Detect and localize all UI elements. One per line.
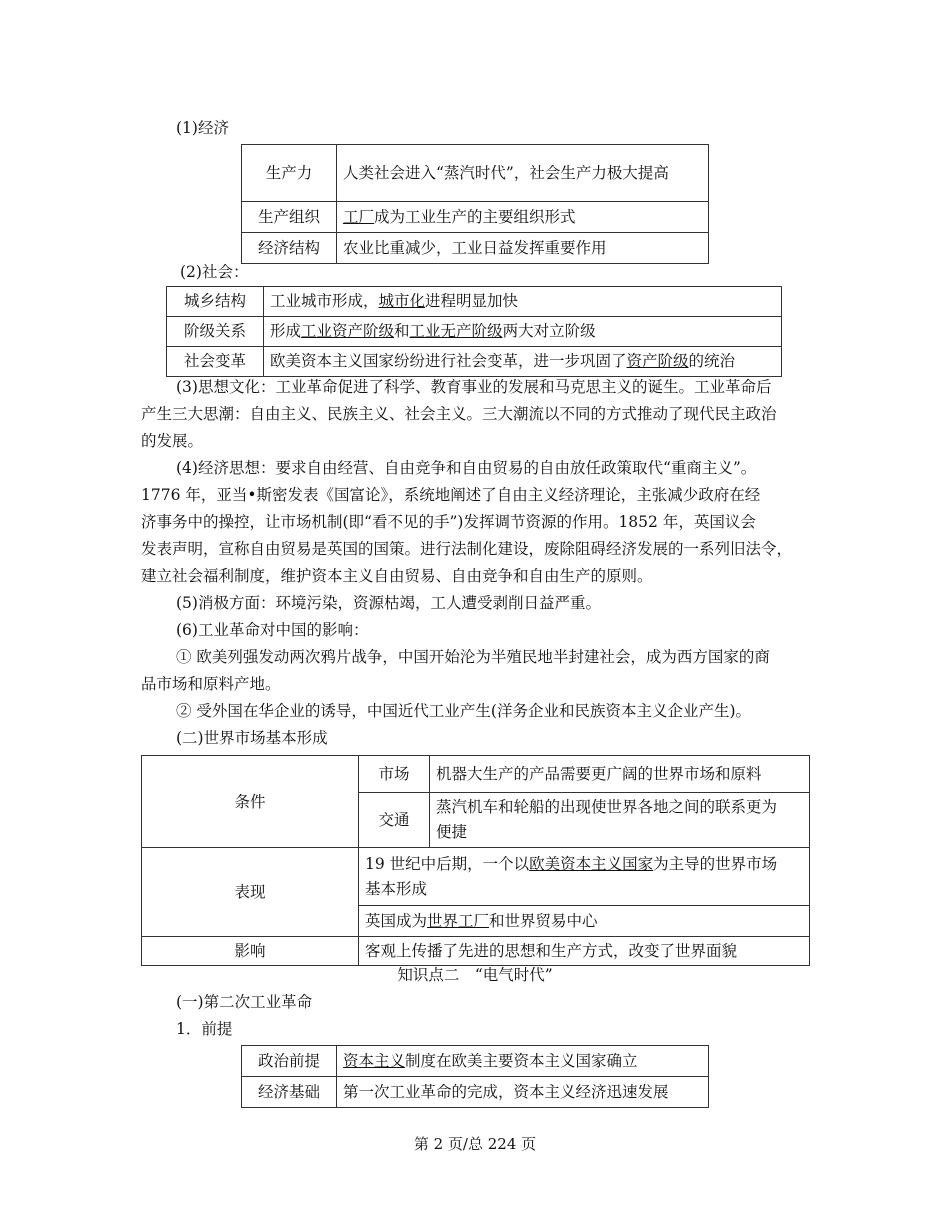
show-text-1 xyxy=(359,848,810,906)
cell-text: 成为工业生产的主要组织形式 xyxy=(374,208,576,226)
traffic-text xyxy=(430,793,810,848)
impact-text: 客观上传播了先进的思想和生产方式，改变了世界面貌 xyxy=(359,937,810,966)
underlined-term: 工业资产阶级 xyxy=(301,322,395,340)
cell-text: 英国成为 xyxy=(365,912,428,931)
table-row xyxy=(142,848,810,906)
market-text: 机器大生产的产品需要更广阔的世界市场和原料 xyxy=(430,756,810,793)
table-row xyxy=(242,1046,709,1077)
section-2-title: 知识点二 “电气时代” xyxy=(397,966,553,984)
paragraph-6: (6)工业革命对中国的影响： xyxy=(176,621,369,639)
table-row xyxy=(142,937,810,966)
economy-text-structure: 农业比重减少，工业日益发挥重要作用 xyxy=(337,233,709,264)
economy-text-organization xyxy=(337,202,709,233)
show-label: 表现 xyxy=(142,848,359,937)
paragraph-6a-line-2: 品市场和原料产地。 xyxy=(141,675,281,693)
society-table xyxy=(166,286,782,377)
cell-text: 和 xyxy=(394,322,410,340)
paragraph-6a-line-1: ① 欧美列强发动两次鸦片战争，中国开始沦为半殖民地半封建社会，成为西方国家的商 xyxy=(176,648,770,666)
underlined-term: 欧美资本主义国家 xyxy=(529,854,654,873)
premise-table xyxy=(241,1045,709,1108)
cond-label: 条件 xyxy=(142,756,359,848)
table-row xyxy=(242,1077,709,1108)
underlined-term: 工业无产阶级 xyxy=(409,322,503,340)
paragraph-4-line-1: (4)经济思想：要求自由经营、自由竞争和自由贸易的自由放任政策取代“重商主义”。 xyxy=(176,459,757,477)
economy-label-structure: 经济结构 xyxy=(242,233,337,264)
section-2-item: 1．前提 xyxy=(176,1020,233,1038)
society-label-reform: 社会变革 xyxy=(167,347,264,377)
premise-text-economic: 第一次工业革命的完成，资本主义经济迅速发展 xyxy=(337,1077,709,1108)
cell-text: 基本形成 xyxy=(365,879,428,898)
society-heading: (2)社会： xyxy=(180,263,249,281)
cell-text: 欧美资本主义国家纷纷进行社会变革，进一步巩固了 xyxy=(270,352,627,370)
section-2-subheading: (一)第二次工业革命 xyxy=(176,993,313,1011)
show-text-2 xyxy=(359,906,810,937)
underlined-term: 世界工厂 xyxy=(427,912,490,931)
paragraph-4-line-5: 建立社会福利制度，维护资本主义自由贸易、自由竞争和自由生产的原则。 xyxy=(141,567,653,585)
page-footer: 第 2 页/总 224 页 xyxy=(413,1135,537,1153)
traffic-label: 交通 xyxy=(359,793,430,848)
society-label-urban: 城乡结构 xyxy=(167,287,264,317)
cell-text: 蒸汽机车和轮船的出现使世界各地之间的联系更为 xyxy=(436,798,778,816)
world-market-table xyxy=(141,755,810,966)
society-text-urban xyxy=(264,287,782,317)
paragraph-4-line-3: 济事务中的操控，让市场机制(即“看不见的手”)发挥调节资源的作用。1852 年，英国议会 xyxy=(141,513,756,531)
paragraph-3-line-3: 的发展。 xyxy=(141,432,204,450)
table-row xyxy=(242,145,709,202)
society-text-reform xyxy=(264,347,782,377)
table-row xyxy=(142,756,810,793)
premise-label-political: 政治前提 xyxy=(242,1046,337,1077)
underlined-term: 资本主义 xyxy=(343,1052,406,1070)
market-label: 市场 xyxy=(359,756,430,793)
economy-label-productivity: 生产力 xyxy=(242,145,337,202)
paragraph-6b: ② 受外国在华企业的诱导，中国近代工业产生(洋务企业和民族资本主义企业产生)。 xyxy=(176,702,752,720)
cell-text: 两大对立阶级 xyxy=(502,322,596,340)
cell-text: 便捷 xyxy=(436,823,468,841)
paragraph-5: (5)消极方面：环境污染，资源枯竭，工人遭受剥削日益严重。 xyxy=(176,594,601,612)
table-row xyxy=(167,317,782,347)
society-label-class: 阶级关系 xyxy=(167,317,264,347)
paragraph-4-line-2: 1776 年，亚当•斯密发表《国富论》，系统地阐述了自由主义经济理论，主张减少政府在经 xyxy=(141,486,761,504)
table-row xyxy=(242,233,709,264)
economy-table xyxy=(241,144,709,264)
table-row xyxy=(167,287,782,317)
cell-text: 和世界贸易中心 xyxy=(489,912,598,931)
cell-text: 为主导的世界市场 xyxy=(653,854,778,873)
economy-heading: (1)经济 xyxy=(176,119,229,137)
economy-text-productivity: 人类社会进入“蒸汽时代”，社会生产力极大提高 xyxy=(337,145,709,202)
paragraph-3-line-2: 产生三大思潮：自由主义、民族主义、社会主义。三大潮流以不同的方式推动了现代民主政治 xyxy=(141,405,777,423)
cell-text: 形成 xyxy=(270,322,302,340)
paragraph-4-line-4: 发表声明，宣称自由贸易是英国的国策。进行法制化建设，废除阻碍经济发展的一系列旧法令， xyxy=(141,540,793,558)
cell-text: 进程明显加快 xyxy=(425,292,519,310)
society-text-class xyxy=(264,317,782,347)
underlined-term: 工厂 xyxy=(343,208,375,226)
cell-text: 制度在欧美主要资本主义国家确立 xyxy=(405,1052,638,1070)
cell-text: 的统治 xyxy=(688,352,736,370)
economy-label-organization: 生产组织 xyxy=(242,202,337,233)
underlined-term: 资产阶级 xyxy=(626,352,689,370)
world-market-heading: (二)世界市场基本形成 xyxy=(176,729,328,747)
cell-text: 工业城市形成， xyxy=(270,292,379,310)
premise-label-economic: 经济基础 xyxy=(242,1077,337,1108)
premise-text-political xyxy=(337,1046,709,1077)
impact-label: 影响 xyxy=(142,937,359,966)
table-row xyxy=(242,202,709,233)
underlined-term: 城市化 xyxy=(378,292,426,310)
cell-text: 19 世纪中后期，一个以 xyxy=(365,854,530,873)
table-row xyxy=(167,347,782,377)
paragraph-3-line-1: (3)思想文化：工业革命促进了科学、教育事业的发展和马克思主义的诞生。工业革命后 xyxy=(176,378,772,396)
